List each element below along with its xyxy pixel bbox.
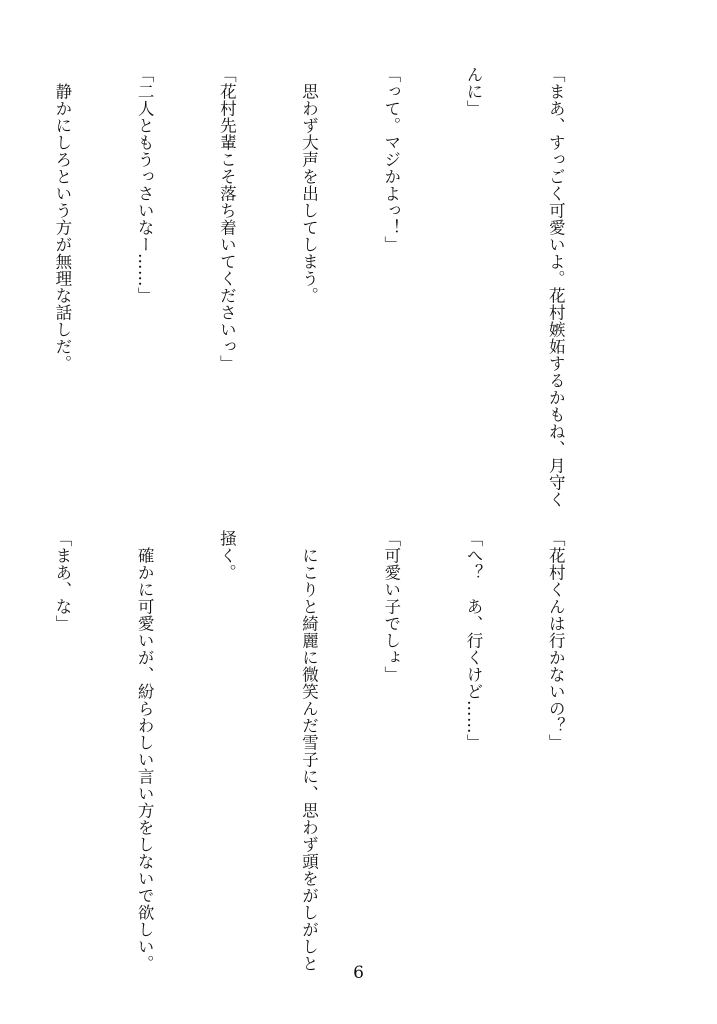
page-number: 6 bbox=[353, 963, 364, 983]
upper-text-block bbox=[52, 66, 624, 508]
text-line: にこりと綺麗に微笑んだ雪子に、思わず頭をがしがしと bbox=[299, 530, 319, 972]
text-line: 「二人ともうっさいなー……」 bbox=[135, 66, 155, 304]
text-line: 思わず大声を出してしまう。 bbox=[299, 66, 319, 304]
text-line: 「可愛い子でしょ」 bbox=[381, 530, 401, 683]
text-line: 「まあ、な」 bbox=[52, 530, 72, 632]
text-line: 確かに可愛いが、紛らわしい言い方をしないで欲しい。 bbox=[135, 530, 155, 972]
text-line: んに」 bbox=[463, 66, 483, 117]
text-line: 掻く。 bbox=[217, 530, 237, 581]
text-line: 静かにしろという方が無理な話しだ。 bbox=[52, 66, 72, 372]
text-line: 「って。マジかよっ！」 bbox=[381, 66, 401, 253]
text-line: 「へ？ あ、行くけど……」 bbox=[463, 530, 483, 751]
lower-text-block bbox=[52, 530, 624, 972]
text-line: 「花村くんは行かないの？」 bbox=[546, 530, 566, 751]
text-line: 「まあ、すっごく可愛いよ。花村嫉妬するかもね、月守く bbox=[546, 66, 566, 508]
text-line: 「花村先輩こそ落ち着いてくださいっ」 bbox=[217, 66, 237, 372]
